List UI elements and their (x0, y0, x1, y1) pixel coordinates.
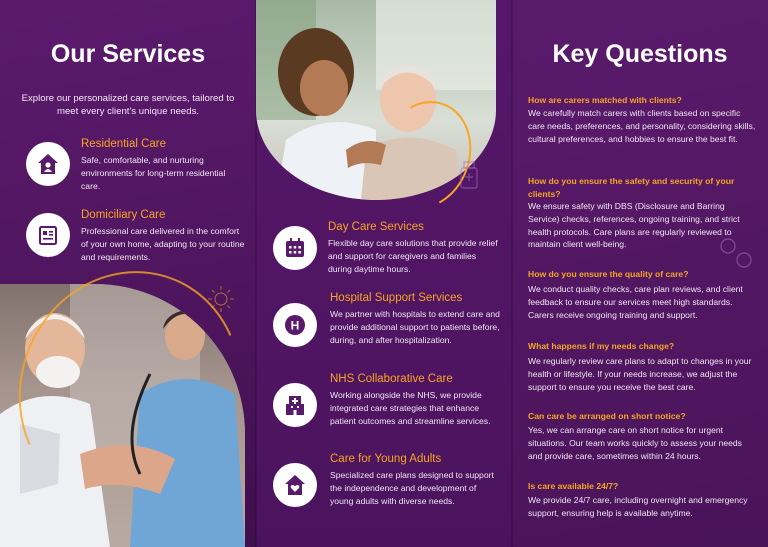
answer: We provide 24/7 care, including overnight and emergency support, ensuring help is available anytime. (528, 495, 748, 518)
answer: We ensure safety with DBS (Disclosure and Barring Service) checks, references, ongoing training, and strict health protocols. Care plans are regularly reviewed to maintain client well-being. (528, 201, 740, 250)
house-person-icon (26, 142, 70, 186)
calendar-icon (273, 226, 317, 270)
question: How do you ensure the quality of care? (528, 269, 689, 279)
page-title: Our Services (50, 40, 206, 68)
service-title: Hospital Support Services (330, 292, 463, 304)
answer: We conduct quality checks, care plan reviews, and client feedback to ensure our services meet high standards. Carers receive ongoing training and support. (528, 284, 743, 320)
question: Is care available 24/7? (528, 481, 619, 491)
document-list-icon (26, 213, 70, 257)
hospital-building-icon (273, 383, 317, 427)
service-desc: Safe, comfortable, and nurturing environments for long-term residential care. (81, 155, 226, 191)
questions-title: Key Questions (552, 40, 728, 68)
answer: We carefully match carers with clients based on specific care needs, preferences, and personality, considering skills, cultural preferences, and hobbies to ensure the best fit. (528, 108, 756, 144)
medicine-bottle-icon (458, 160, 480, 195)
intro-text: Explore our personalized care services, tailored to meet every client's unique needs. (21, 93, 235, 117)
house-heart-icon (273, 463, 317, 507)
service-desc: Specialized care plans designed to support the independence and development of young adults with diverse needs. (330, 470, 494, 506)
service-desc: Professional care delivered in the comfort of your own home, adapting to your routine and requirements. (81, 226, 245, 262)
pill-icon (718, 236, 756, 275)
service-title: NHS Collaborative Care (330, 373, 453, 385)
svg-text:H: H (290, 318, 300, 333)
question: How do you ensure the safety and security of your clients? (528, 176, 735, 199)
service-title: Domiciliary Care (81, 209, 166, 221)
question: How are carers matched with clients? (528, 95, 682, 105)
service-desc: Working alongside the NHS, we provide integrated care strategies that enhance patient outcomes and streamline services. (330, 390, 491, 426)
fold-line (511, 0, 513, 547)
service-desc: We partner with hospitals to extend care and provide additional support to patients before, during, and after hospitalization. (330, 309, 500, 345)
service-title: Day Care Services (328, 221, 424, 233)
hospital-h-icon (273, 303, 317, 347)
service-desc: Flexible day care solutions that provide relief and support for caregivers and families during daytime hours. (328, 238, 498, 274)
service-title: Residential Care (81, 138, 167, 150)
service-title: Care for Young Adults (330, 453, 442, 465)
answer: Yes, we can arrange care on short notice for urgent situations. Our team works quickly to assess your needs and provide care, sometimes within 24 hours. (528, 425, 742, 461)
question: What happens if my needs change? (528, 341, 675, 351)
answer: We regularly review care plans to adapt to changes in your health or lifestyle. If your needs increase, we adjust the support to ensure you receive the best care. (528, 356, 752, 392)
question: Can care be arranged on short notice? (528, 411, 686, 421)
